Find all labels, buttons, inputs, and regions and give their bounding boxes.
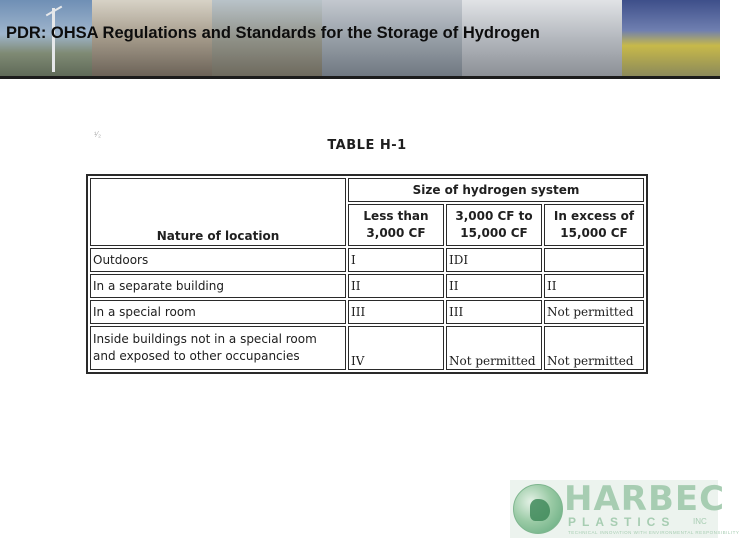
table-cell: Not permitted bbox=[544, 326, 644, 370]
logo-name: HARBEC bbox=[564, 479, 726, 519]
table-cell: II bbox=[446, 274, 542, 298]
column-header: In excess of 15,000 CF bbox=[544, 204, 644, 246]
column-header: Less than 3,000 CF bbox=[348, 204, 444, 246]
scan-mark: ¹⁄₂ bbox=[94, 130, 102, 139]
row-location: In a separate building bbox=[90, 274, 346, 298]
row-location: Inside buildings not in a special room and exposed to other occupancies bbox=[90, 326, 346, 370]
logo-inc: INC bbox=[693, 517, 707, 526]
logo-tagline: TECHNICAL INNOVATION WITH ENVIRONMENTAL RESPONSIBILITY bbox=[568, 530, 739, 535]
header-banner bbox=[0, 0, 720, 76]
location-header: Nature of location bbox=[90, 178, 346, 246]
header-rule bbox=[0, 76, 720, 79]
table-title: TABLE H-1 bbox=[327, 138, 407, 153]
table-cell: Not permitted bbox=[446, 326, 542, 370]
table-cell: I bbox=[348, 248, 444, 272]
photo-cad-model bbox=[622, 0, 720, 76]
table-cell bbox=[544, 248, 644, 272]
hydrogen-storage-table bbox=[86, 174, 648, 374]
table-row bbox=[90, 300, 644, 324]
table-row bbox=[90, 326, 644, 370]
table-row bbox=[90, 274, 644, 298]
table-cell: IV bbox=[348, 326, 444, 370]
size-group-header: Size of hydrogen system bbox=[348, 178, 644, 202]
harbec-logo bbox=[510, 479, 739, 538]
table-cell: II bbox=[544, 274, 644, 298]
logo-sub: PLASTICS bbox=[568, 515, 676, 529]
column-header: 3,000 CF to 15,000 CF bbox=[446, 204, 542, 246]
table-row bbox=[90, 248, 644, 272]
slide-title: PDR: OHSA Regulations and Standards for the Storage of Hydrogen bbox=[6, 24, 540, 42]
row-location: In a special room bbox=[90, 300, 346, 324]
table-cell: Not permitted bbox=[544, 300, 644, 324]
table-cell: III bbox=[446, 300, 542, 324]
row-location: Outdoors bbox=[90, 248, 346, 272]
table-cell: IDI bbox=[446, 248, 542, 272]
globe-land-icon bbox=[530, 499, 550, 521]
globe-icon bbox=[513, 484, 563, 534]
table-cell: II bbox=[348, 274, 444, 298]
scanned-table-image bbox=[86, 130, 648, 366]
table-cell: III bbox=[348, 300, 444, 324]
